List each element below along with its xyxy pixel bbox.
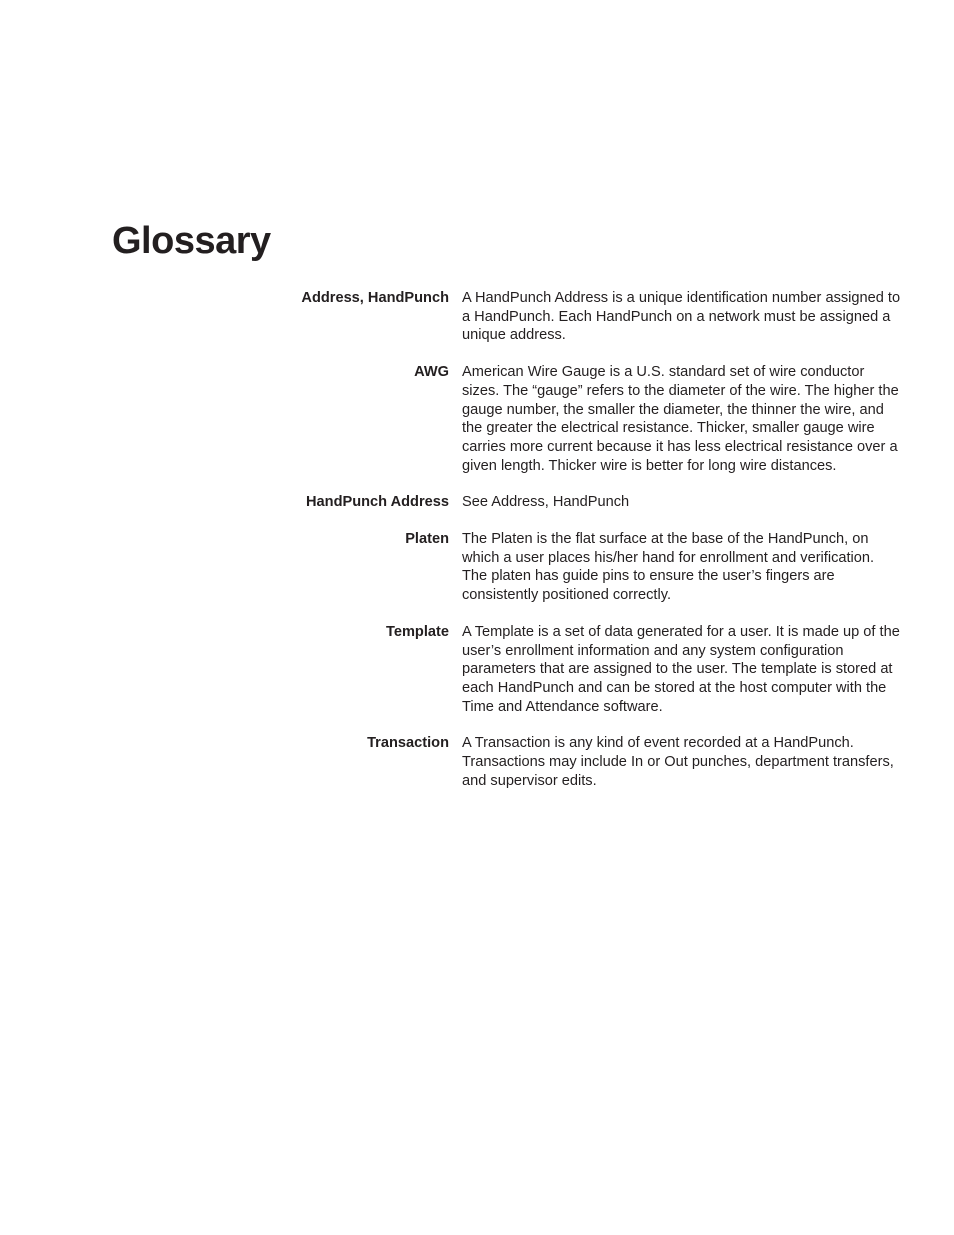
glossary-entry-template [0, 623, 954, 717]
glossary-term: HandPunch Address [306, 494, 449, 511]
glossary-term: Template [386, 623, 449, 640]
glossary-term: Address, HandPunch [301, 290, 449, 306]
glossary-definition: A Template is a set of data generated for a user. It is made up of the user’s enrollment information and any system configuration parameters that are assigned to the user. The template is stored at each HandPunch and can be stored at the host computer with the Time and Attendance software. [462, 623, 900, 715]
page-title: Glossary [112, 220, 271, 262]
glossary-definition: A Transaction is any kind of event recorded at a HandPunch. Transactions may include In or Out punches, department transfers, and supervisor edits. [462, 735, 894, 789]
glossary-entry-transaction [0, 734, 954, 790]
glossary-list [0, 289, 954, 808]
glossary-term: Platen [405, 531, 449, 548]
glossary-entry-address-handpunch [0, 289, 954, 345]
glossary-entry-handpunch-address [0, 493, 954, 512]
glossary-definition: A HandPunch Address is a unique identification number assigned to a HandPunch. Each HandPunch on a network must be assigned a unique address. [462, 290, 901, 344]
glossary-entry-platen [0, 530, 954, 605]
glossary-definition: American Wire Gauge is a U.S. standard set of wire conductor sizes. The “gauge” refers to the diameter of the wire. The higher the gauge number, the smaller the diameter, the thinner the wire, and the greater the electrical resistance. Thicker, smaller gauge wire carries more current because it has less electrical resistance over a given length. Thicker wire is better for long wire distances. [462, 364, 899, 474]
glossary-definition: The Platen is the flat surface at the base of the HandPunch, on which a user places his/her hand for enrollment and verification. The platen has guide pins to ensure the user’s fingers are consistently positioned correctly. [462, 531, 875, 604]
glossary-definition: See Address, HandPunch [462, 494, 630, 511]
glossary-term: Transaction [367, 735, 449, 752]
glossary-term: AWG [414, 364, 449, 381]
glossary-entry-awg [0, 363, 954, 475]
